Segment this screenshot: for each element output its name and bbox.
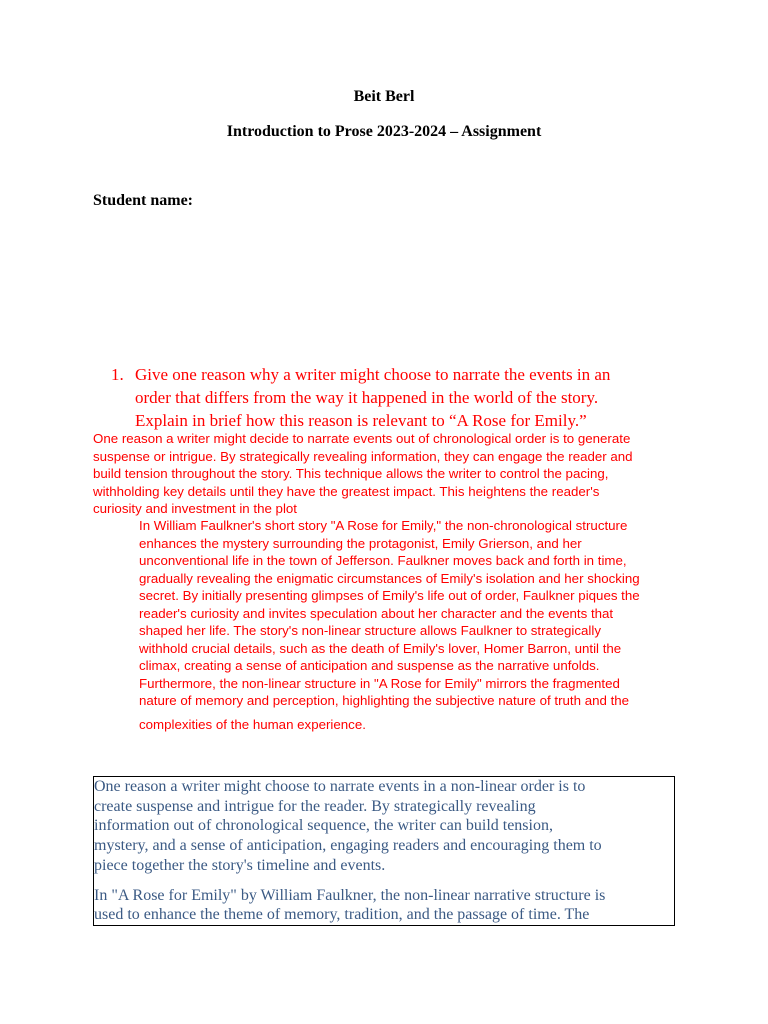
course-title: Introduction to Prose 2023-2024 – Assignment (226, 123, 542, 140)
answer-paragraph-1 (93, 430, 633, 518)
answer-line: withholding key details until they have the greatest impact. This heightens the reader's (93, 483, 600, 499)
answer-line: shaped her life. The story's non-linear structure allows Faulkner to strategically (139, 623, 601, 638)
question-text (135, 363, 675, 432)
answer-line: In William Faulkner's short story "A Rose for Emily," the non-chronological structure (139, 518, 628, 533)
boxed-line: mystery, and a sense of anticipation, engaging readers and encouraging them to (94, 837, 602, 855)
boxed-line: used to enhance the theme of memory, tradition, and the passage of time. The (94, 906, 590, 924)
answer-last-line: complexities of the human experience. (139, 717, 366, 732)
answer-line: nature of memory and perception, highlighting the subjective nature of truth and the (139, 693, 630, 708)
answer-line: suspense or intrigue. By strategically revealing information, they can engage the reader and (93, 448, 633, 464)
answer-line: unconventional life in the town of Jefferson. Faulkner moves back and forth in time, (139, 553, 627, 568)
answer-line: secret. By initially presenting glimpses of Emily's life out of order, Faulkner piques the (139, 588, 640, 603)
answer-line: withhold crucial details, such as the death of Emily's lover, Homer Barron, until the (139, 640, 622, 656)
student-name-label: Student name: (93, 192, 194, 209)
answer-line: gradually revealing the enigmatic circumstances of Emily's isolation and her shocking (139, 570, 640, 586)
institution-title: Beit Berl (353, 88, 415, 105)
boxed-line: piece together the story's timeline and events. (94, 856, 386, 874)
boxed-paragraph-1 (94, 777, 674, 876)
question-line: order that differs from the way it happened in the world of the story. (135, 388, 599, 407)
boxed-line: information out of chronological sequence, the writer can build tension, (94, 817, 553, 835)
answer-line: build tension throughout the story. This technique allows the writer to control the pacing, (93, 466, 609, 481)
question-line: Give one reason why a writer might choose to narrate the events in an (135, 365, 611, 384)
boxed-line: In "A Rose for Emily" by William Faulkner, the non-linear narrative structure is (94, 886, 606, 904)
answer-paragraph-2 (139, 517, 640, 710)
boxed-line: One reason a writer might choose to narrate events in a non-linear order is to (94, 778, 586, 795)
boxed-answer (93, 776, 675, 926)
answer-line: enhances the mystery surrounding the protagonist, Emily Grierson, and her (139, 535, 582, 551)
answer-line: climax, creating a sense of anticipation and suspense as the narrative unfolds. (139, 658, 600, 673)
answer-line: Furthermore, the non-linear structure in "A Rose for Emily" mirrors the fragmented (139, 675, 620, 691)
answer-line: One reason a writer might decide to narrate events out of chronological order is to generate (93, 431, 631, 446)
question-line: Explain in brief how this reason is relevant to “A Rose for Emily.” (135, 411, 587, 430)
answer-line: reader's curiosity and invites speculation about her character and the events that (139, 605, 614, 621)
answer-line: curiosity and investment in the plot (93, 501, 297, 516)
boxed-paragraph-2 (94, 886, 674, 925)
boxed-line: create suspense and intrigue for the reader. By strategically revealing (94, 797, 536, 815)
question-number: 1. (111, 365, 124, 384)
